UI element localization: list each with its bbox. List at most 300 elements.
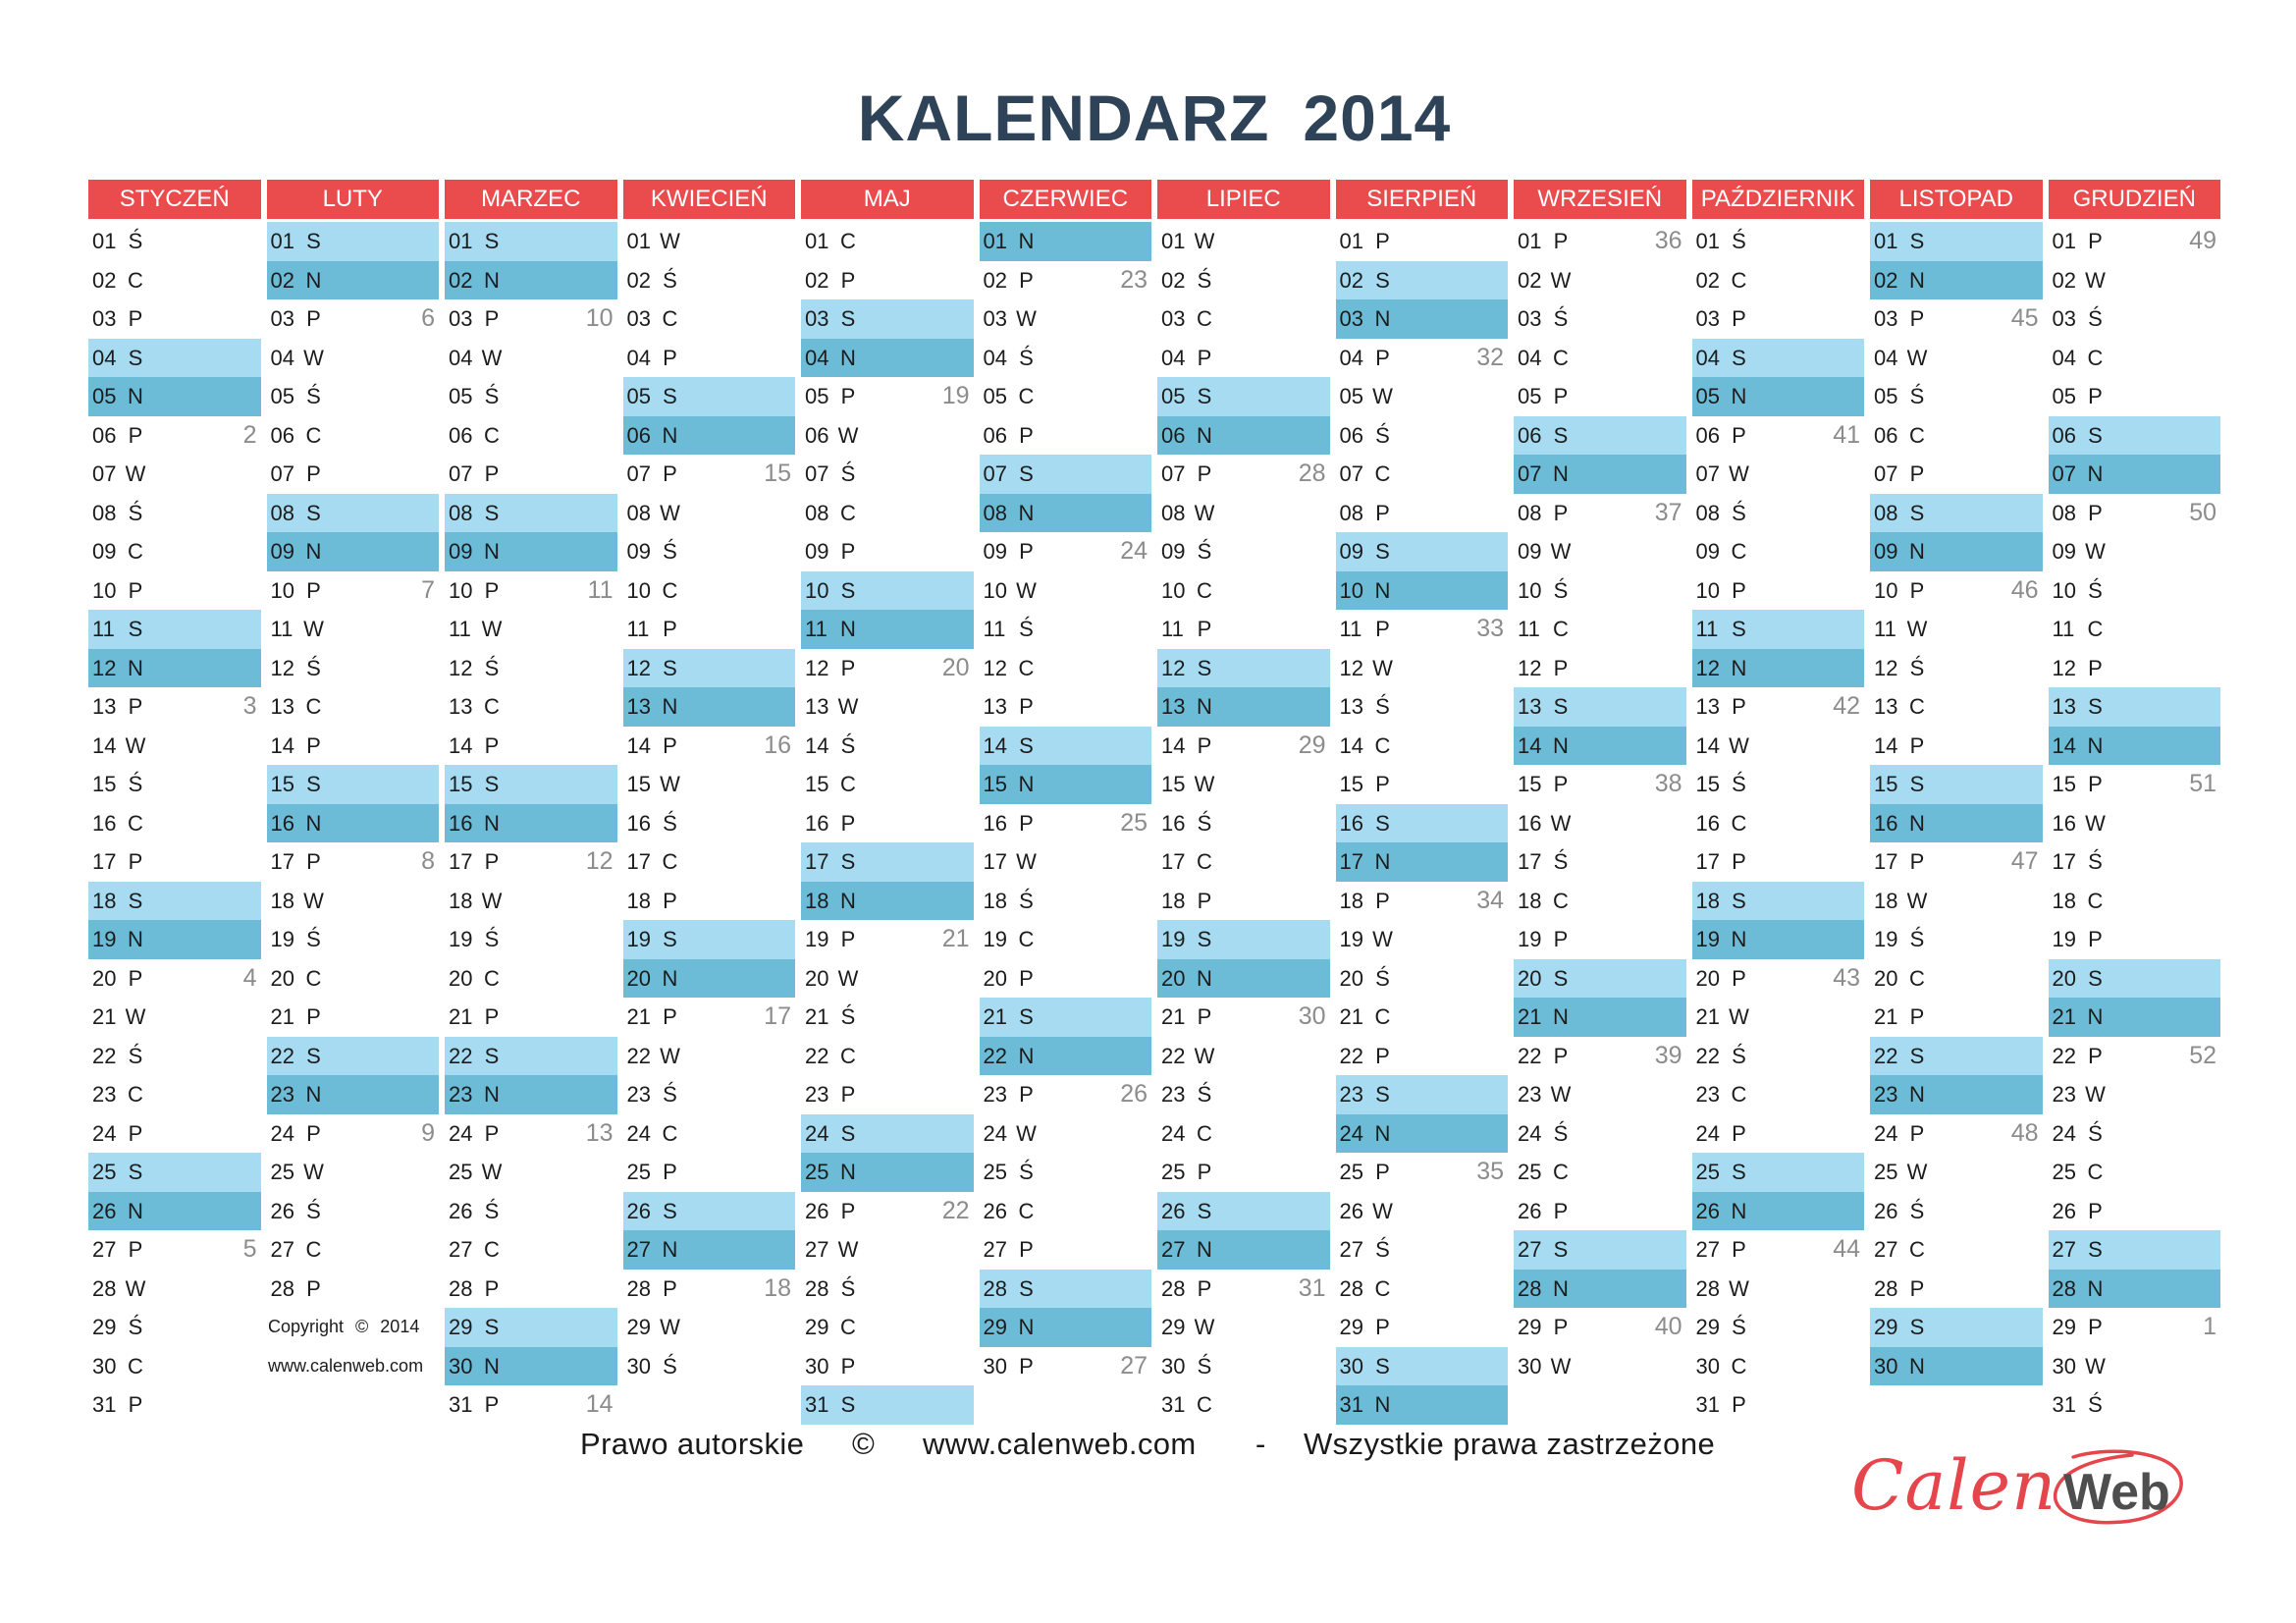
day-number: 31: [92, 1392, 117, 1417]
weekday-letter: Ś: [128, 772, 143, 796]
day-cell: [801, 1037, 974, 1076]
day-number: 28: [1874, 1275, 1898, 1301]
weekday-letter: P: [2088, 1315, 2103, 1339]
day-cell: [1336, 959, 1509, 999]
day-cell-sunday: [980, 222, 1152, 261]
day-number: 11: [270, 617, 294, 641]
weekday-letter: C: [1018, 655, 1035, 680]
week-number: 49: [2189, 227, 2216, 254]
weekday-letter: W: [303, 1160, 324, 1184]
day-number: 29: [626, 1315, 651, 1339]
day-number: 09: [805, 539, 829, 564]
weekday-letter: S: [484, 500, 500, 525]
day-number: 28: [92, 1275, 117, 1301]
day-number: 15: [1518, 772, 1542, 796]
day-number: 31: [1339, 1392, 1363, 1417]
weekday-letter: N: [1374, 1120, 1391, 1146]
weekday-letter: Ś: [128, 1315, 143, 1339]
day-number: 20: [1874, 965, 1898, 991]
weekday-letter: S: [128, 617, 143, 641]
day-number: 26: [1518, 1198, 1542, 1223]
day-cell-sunday: [1692, 377, 1865, 416]
weekday-letter: S: [1197, 1198, 1212, 1223]
day-number: 13: [92, 694, 117, 719]
day-cell-sunday: [623, 416, 796, 456]
weekday-letter: S: [663, 1198, 677, 1223]
weekday-letter: Ś: [1553, 306, 1569, 331]
weekday-letter: Ś: [1197, 267, 1212, 293]
day-cell: [445, 610, 617, 649]
day-cell: [1692, 571, 1865, 611]
day-cell-saturday: [980, 455, 1152, 494]
day-cell: [1336, 455, 1509, 494]
day-cell: [2049, 804, 2221, 843]
day-cell: [1692, 687, 1865, 727]
weekday-letter: Ś: [1732, 1315, 1746, 1339]
day-number: 22: [805, 1043, 829, 1068]
day-number: 18: [805, 888, 829, 913]
weekday-letter: N: [1197, 422, 1212, 448]
day-cell-sunday: [2049, 998, 2221, 1037]
day-cell-sunday: [1157, 959, 1330, 999]
week-number: 20: [941, 653, 970, 681]
weekday-letter: P: [128, 422, 143, 448]
day-number: 19: [2052, 927, 2076, 951]
day-cell: [2049, 1347, 2221, 1386]
day-cell-sunday: [623, 959, 796, 999]
day-number: 17: [1874, 849, 1898, 874]
weekday-letter: P: [484, 1120, 500, 1146]
day-cell-sunday: [1336, 842, 1509, 882]
day-number: 25: [983, 1160, 1007, 1184]
weekday-letter: N: [305, 810, 322, 836]
weekday-letter: S: [663, 655, 677, 680]
day-cell: [623, 842, 796, 882]
day-number: 09: [983, 539, 1007, 564]
weekday-letter: N: [2087, 1275, 2104, 1301]
day-number: 07: [270, 461, 294, 486]
weekday-letter: P: [663, 345, 677, 370]
day-number: 22: [92, 1043, 117, 1068]
day-cell-sunday: [1514, 1270, 1686, 1309]
weekday-letter: P: [2088, 927, 2103, 951]
day-number: 20: [805, 965, 829, 991]
weekday-letter: W: [303, 345, 324, 370]
day-number: 13: [1161, 694, 1186, 719]
day-number: 14: [449, 732, 473, 758]
weekday-letter: W: [125, 732, 146, 758]
day-number: 25: [1518, 1160, 1542, 1184]
day-cell: [1870, 1230, 2043, 1270]
day-cell-sunday: [88, 649, 261, 688]
day-number: 17: [1339, 849, 1363, 874]
day-cell: [1157, 339, 1330, 378]
day-number: 26: [1161, 1198, 1186, 1223]
weekday-letter: P: [306, 849, 321, 874]
day-number: 14: [983, 732, 1007, 758]
day-cell: [2049, 842, 2221, 882]
weekday-letter: P: [1197, 1004, 1212, 1029]
weekday-letter: P: [128, 1392, 143, 1417]
day-cell: [1870, 687, 2043, 727]
day-number: 19: [449, 927, 473, 951]
day-cell: [801, 998, 974, 1037]
day-number: 23: [805, 1082, 829, 1107]
day-cell: [1692, 1114, 1865, 1154]
day-number: 24: [805, 1120, 829, 1146]
day-number: 18: [1161, 888, 1186, 913]
day-cell-saturday: [1870, 222, 2043, 261]
day-number: 16: [805, 810, 829, 836]
weekday-letter: S: [484, 1043, 500, 1068]
weekday-letter: N: [1374, 577, 1391, 603]
week-number: 38: [1654, 770, 1682, 797]
day-number: 27: [449, 1237, 473, 1262]
day-cell: [1336, 1270, 1509, 1309]
day-cell-saturday: [1692, 610, 1865, 649]
day-number: 23: [1695, 1082, 1720, 1107]
day-cell: [1157, 222, 1330, 261]
day-cell-saturday: [1157, 649, 1330, 688]
weekday-letter: S: [1909, 1315, 1925, 1339]
day-cell: [1336, 1037, 1509, 1076]
day-cell: [1157, 1270, 1330, 1309]
day-cell: [445, 842, 617, 882]
day-cell: [2049, 222, 2221, 261]
weekday-letter: W: [1906, 888, 1928, 913]
week-number: 36: [1654, 227, 1682, 254]
calenweb-logo: [1845, 1441, 2189, 1535]
day-number: 06: [2052, 422, 2076, 448]
day-number: 08: [805, 500, 829, 525]
copyright-notice: Copyright © 2014: [268, 1317, 420, 1336]
day-number: 04: [983, 345, 1007, 370]
month-header-lipiec: LIPIEC: [1157, 180, 1330, 219]
month-column-pazdziernik: [1692, 180, 1865, 1425]
page-title: [88, 77, 2220, 159]
day-number: 01: [2052, 229, 2076, 253]
day-cell: [1157, 1153, 1330, 1192]
weekday-letter: P: [1732, 849, 1746, 874]
weekday-letter: S: [1732, 1160, 1746, 1184]
day-number: 21: [626, 1004, 651, 1029]
weekday-letter: Ś: [1197, 1353, 1212, 1379]
weekday-letter: Ś: [1732, 1043, 1746, 1068]
day-cell-sunday: [801, 339, 974, 378]
day-number: 04: [1874, 345, 1898, 370]
weekday-letter: Ś: [484, 655, 500, 680]
weekday-letter: W: [1906, 617, 1928, 641]
weekday-letter: P: [1019, 965, 1034, 991]
day-cell: [267, 882, 440, 921]
day-number: 28: [1339, 1275, 1363, 1301]
weekday-letter: P: [306, 461, 321, 486]
weekday-letter: W: [2085, 267, 2106, 293]
weekday-letter: W: [1372, 384, 1393, 408]
day-number: 17: [2052, 849, 2076, 874]
day-number: 23: [449, 1082, 473, 1107]
day-number: 20: [626, 965, 651, 991]
day-number: 26: [270, 1198, 294, 1223]
day-number: 21: [1518, 1004, 1542, 1029]
day-cell: [801, 727, 974, 766]
weekday-letter: Ś: [840, 461, 856, 486]
day-number: 10: [92, 577, 117, 603]
weekday-letter: N: [305, 539, 322, 564]
day-number: 10: [983, 577, 1007, 603]
month-column-luty: [267, 180, 440, 1425]
footer-separator: -: [1255, 1427, 1266, 1461]
weekday-letter: W: [660, 1043, 680, 1068]
weekday-letter: S: [840, 306, 856, 331]
week-number: 41: [1833, 420, 1860, 449]
week-number: 33: [1476, 615, 1504, 642]
weekday-letter: N: [1553, 1004, 1569, 1029]
weekday-letter: W: [2085, 1082, 2106, 1107]
day-number: 11: [1695, 617, 1719, 641]
day-cell: [623, 727, 796, 766]
day-cell: [267, 1230, 440, 1270]
weekday-letter: P: [1019, 810, 1034, 836]
weekday-letter: C: [128, 1353, 143, 1379]
day-number: 03: [1161, 306, 1186, 331]
day-cell: [267, 610, 440, 649]
weekday-letter: C: [840, 500, 856, 525]
day-cell: [1514, 842, 1686, 882]
weekday-letter: C: [484, 694, 500, 719]
day-cell-sunday: [267, 261, 440, 300]
day-cell: [980, 339, 1152, 378]
day-cell: [1870, 842, 2043, 882]
day-number: 31: [805, 1392, 829, 1417]
week-number: 3: [242, 692, 257, 720]
day-cell: [267, 1114, 440, 1154]
day-cell: [623, 532, 796, 571]
weekday-letter: P: [1553, 1198, 1569, 1223]
weekday-letter: P: [484, 577, 500, 603]
day-cell: [1870, 959, 2043, 999]
day-number: 27: [270, 1237, 294, 1262]
weekday-letter: N: [2087, 732, 2104, 758]
weekday-letter: P: [128, 849, 143, 874]
day-cell: [1514, 1114, 1686, 1154]
day-number: 16: [449, 810, 473, 836]
day-number: 19: [92, 927, 117, 951]
day-cell: [1692, 494, 1865, 533]
weekday-letter: P: [663, 732, 677, 758]
day-number: 10: [270, 577, 294, 603]
week-number: 14: [585, 1390, 614, 1418]
weekday-letter: P: [663, 1160, 677, 1184]
day-cell: [980, 1114, 1152, 1154]
weekday-letter: P: [840, 1353, 856, 1379]
weekday-letter: P: [484, 1275, 500, 1301]
day-number: 11: [1518, 617, 1540, 641]
day-number: 05: [270, 384, 294, 408]
weekday-letter: Ś: [1732, 772, 1746, 796]
day-number: 29: [1695, 1315, 1720, 1339]
day-number: 13: [449, 694, 473, 719]
day-number: 05: [805, 384, 829, 408]
day-number: 10: [2052, 577, 2076, 603]
weekday-letter: Ś: [1553, 1120, 1569, 1146]
weekday-letter: Ś: [484, 927, 500, 951]
day-number: 25: [92, 1160, 117, 1184]
day-cell: [445, 1230, 617, 1270]
day-number: 16: [626, 810, 651, 836]
day-cell: [1336, 416, 1509, 456]
day-number: 26: [626, 1198, 651, 1223]
day-cell: [1336, 765, 1509, 804]
weekday-letter: S: [1909, 500, 1925, 525]
weekday-letter: P: [128, 577, 143, 603]
day-cell-sunday: [445, 1347, 617, 1386]
day-number: 04: [449, 345, 473, 370]
day-number: 21: [2052, 1004, 2076, 1029]
weekday-letter: Ś: [663, 1082, 677, 1107]
weekday-letter: Ś: [1909, 655, 1925, 680]
weekday-letter: P: [1732, 694, 1746, 719]
day-cell: [801, 222, 974, 261]
day-number: 21: [1874, 1004, 1898, 1029]
day-cell-saturday: [801, 842, 974, 882]
weekday-letter: N: [484, 1082, 500, 1107]
weekday-letter: P: [663, 888, 677, 913]
weekday-letter: P: [840, 539, 856, 564]
day-cell: [88, 998, 261, 1037]
day-number: 29: [1518, 1315, 1542, 1339]
footer-copyright-symbol: ©: [852, 1427, 876, 1461]
day-number: 02: [626, 267, 651, 293]
day-number: 21: [983, 1004, 1007, 1029]
day-number: 31: [1161, 1392, 1186, 1417]
weekday-letter: P: [1553, 229, 1569, 253]
weekday-letter: N: [1731, 1198, 1747, 1223]
day-cell-saturday: [623, 1192, 796, 1231]
weekday-letter: P: [484, 306, 500, 331]
weekday-letter: S: [2088, 1237, 2103, 1262]
day-number: 22: [626, 1043, 651, 1068]
weekday-letter: W: [1550, 1082, 1572, 1107]
weekday-letter: S: [1732, 617, 1746, 641]
week-number: 24: [1120, 537, 1148, 565]
day-cell: [980, 377, 1152, 416]
day-cell: [88, 1385, 261, 1425]
weekday-letter: S: [1019, 732, 1034, 758]
day-number: 06: [1874, 422, 1898, 448]
weekday-letter: P: [1019, 267, 1034, 293]
weekday-letter: P: [840, 1082, 856, 1107]
day-cell: [2049, 299, 2221, 339]
day-cell: [1514, 494, 1686, 533]
day-number: 22: [1695, 1043, 1720, 1068]
week-number: 13: [585, 1118, 614, 1147]
day-cell: [1870, 1270, 2043, 1309]
month-header-listopad: LISTOPAD: [1870, 180, 2043, 219]
weekday-letter: P: [1019, 1082, 1034, 1107]
month-column-marzec: [445, 180, 617, 1425]
weekday-letter: C: [484, 422, 500, 448]
day-number: 06: [270, 422, 294, 448]
day-number: 20: [1518, 965, 1542, 991]
day-number: 06: [449, 422, 473, 448]
weekday-letter: N: [484, 267, 500, 293]
day-number: 22: [1874, 1043, 1898, 1068]
day-cell: [88, 727, 261, 766]
day-cell: [267, 416, 440, 456]
weekday-letter: P: [1553, 1315, 1569, 1339]
day-cell: [88, 1230, 261, 1270]
day-cell: [623, 1270, 796, 1309]
day-number: 04: [270, 345, 294, 370]
day-cell: [2049, 610, 2221, 649]
day-cell-saturday: [623, 920, 796, 959]
weekday-letter: C: [2087, 1160, 2104, 1184]
day-number: 03: [1518, 306, 1542, 331]
day-cell-sunday: [88, 920, 261, 959]
day-number: 25: [1161, 1160, 1186, 1184]
day-number: 23: [2052, 1082, 2076, 1107]
weekday-letter: P: [2088, 384, 2103, 408]
day-cell-saturday: [2049, 416, 2221, 456]
day-cell-saturday: [2049, 687, 2221, 727]
day-cell: [801, 1308, 974, 1347]
day-number: 27: [1518, 1237, 1542, 1262]
day-number: 05: [2052, 384, 2076, 408]
day-cell: [445, 649, 617, 688]
day-number: 16: [1518, 810, 1542, 836]
weekday-letter: N: [1018, 772, 1035, 796]
weekday-letter: P: [840, 267, 856, 293]
day-number: 15: [1339, 772, 1363, 796]
week-number: 25: [1120, 808, 1148, 837]
weekday-letter: P: [1909, 1004, 1925, 1029]
day-cell-sunday: [267, 804, 440, 843]
day-number: 19: [1518, 927, 1542, 951]
day-number: 16: [1874, 810, 1898, 836]
day-cell: [267, 920, 440, 959]
weekday-letter: S: [1553, 965, 1569, 991]
day-cell: [1870, 998, 2043, 1037]
day-cell: [2049, 882, 2221, 921]
day-cell: [1692, 727, 1865, 766]
weekday-letter: P: [2088, 500, 2103, 525]
day-number: 30: [1339, 1353, 1363, 1379]
day-cell-sunday: [1514, 455, 1686, 494]
weekday-letter: P: [1553, 772, 1569, 796]
weekday-letter: P: [2088, 655, 2103, 680]
day-cell: [1157, 455, 1330, 494]
weekday-letter: W: [2085, 810, 2106, 836]
weekday-letter: N: [1018, 1043, 1035, 1068]
day-number: 25: [1874, 1160, 1898, 1184]
weekday-letter: W: [1372, 927, 1393, 951]
day-number: 16: [2052, 810, 2076, 836]
day-number: 05: [1518, 384, 1542, 408]
weekday-letter: N: [1731, 655, 1747, 680]
week-number: 1: [2203, 1313, 2216, 1340]
day-cell: [445, 339, 617, 378]
day-number: 08: [449, 500, 473, 525]
day-cell: [2049, 920, 2221, 959]
day-number: 22: [1161, 1043, 1186, 1068]
week-number: 43: [1833, 963, 1860, 992]
weekday-letter: C: [1197, 849, 1212, 874]
day-cell: [1157, 804, 1330, 843]
logo-calen-text: Calen: [1851, 1445, 2057, 1526]
day-number: 03: [92, 306, 117, 331]
day-cell: [1157, 299, 1330, 339]
